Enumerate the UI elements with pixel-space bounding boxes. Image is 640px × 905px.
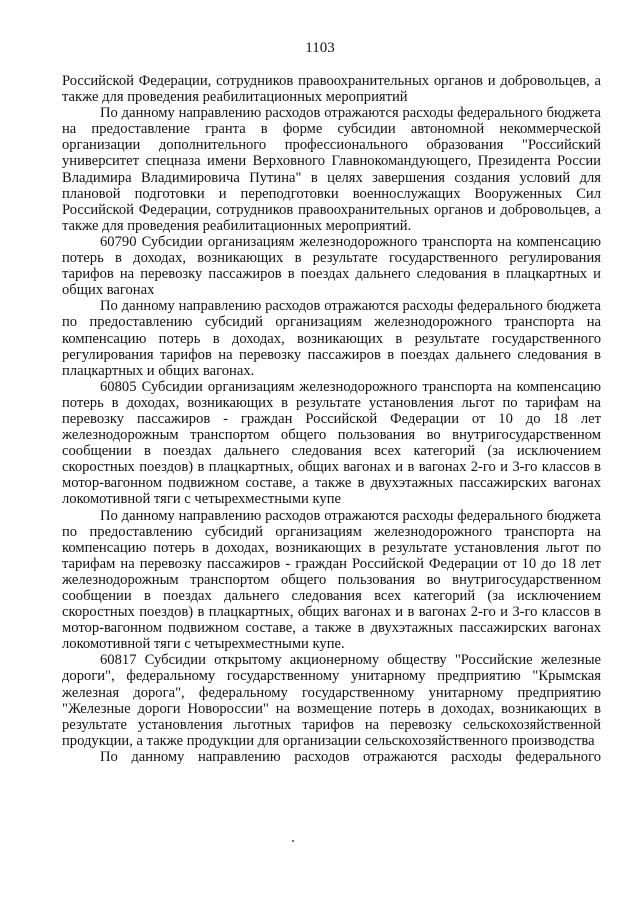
paragraph-code-60790: 60790 Субсидии организациям железнодорожного транспорта на компенсацию потерь в доходах, возникающих в результате государственного регулирования тарифов на перевозку пассажиров в поездах дальнего следования в плацкартных и общих вагонах (62, 233, 601, 299)
paragraph-continuation: Российской Федерации, сотрудников правоохранительных органов и добровольцев, а также для проведения реабилитационных мероприятий (62, 73, 601, 106)
paragraph-60817-description: По данному направлению расходов отражаются расходы федерального (100, 748, 601, 765)
page-number: 1103 (305, 40, 335, 56)
paragraph-code-60805: 60805 Субсидии организациям железнодорожного транспорта на компенсацию потерь в доходах, возникающих в результате установления льгот по тарифам на перевозку пассажиров - граждан Российской Федерации от 10 до 18 лет железнодорожным транспортом общего пользования во внутригосударственном сообщении в поездах дальнего следования всех категорий (за исключением скоростных поездов) в плацкартных, общих вагонах и в вагонах 2-го и 3-го классов в мотор-вагонном подвижном составе, а также в двухэтажных пассажирских вагонах локомотивной тяги с четырехместными купе (62, 378, 601, 508)
paragraph-60790-description: По данному направлению расходов отражаются расходы федерального бюджета по предоставлению субсидий организациям железнодорожного транспорта на компенсацию потерь в доходах, возникающих в результате государственного регулирования тарифов на перевозку пассажиров в поездах дальнего следования в плацкартных и общих вагонах. (62, 298, 601, 379)
scan-speck (292, 840, 294, 842)
document-body (62, 73, 601, 765)
paragraph-60805-description: По данному направлению расходов отражаются расходы федерального бюджета по предоставлению субсидий организациям железнодорожного транспорта на компенсацию потерь в доходах, возникающих в результате установления льгот по тарифам на перевозку пассажиров - граждан Российской Федерации от 10 до 18 лет железнодорожным транспортом общего пользования во внутригосударственном сообщении в поездах дальнего следования всех категорий (за исключением скоростных поездов) в плацкартных, общих вагонах и в вагонах 2-го и 3-го классов в мотор-вагонном подвижном составе, а также в двухэтажных пассажирских вагонах локомотивной тяги с четырехместными купе. (62, 507, 601, 653)
paragraph-grant-description: По данному направлению расходов отражаются расходы федерального бюджета на предоставление гранта в форме субсидии автономной некоммерческой организации дополнительного профессионального образования "Российский университет спецназа имени Верховного Главнокомандующего, Президента России Владимира Владимировича Путина" в целях завершения создания условий для плановой подготовки и переподготовки военнослужащих Вооруженных Сил Российской Федерации, сотрудников правоохранительных органов и добровольцев, а также для проведения реабилитационных мероприятий. (62, 105, 601, 234)
paragraph-code-60817: 60817 Субсидии открытому акционерному обществу "Российские железные дороги", федеральному государственному унитарному предприятию "Крымская железная дорога", федеральному государственному унитарному предприятию "Железные дороги Новороссии" на возмещение потерь в доходах, возникающих в результате установления льготных тарифов на перевозку сельскохозяйственной продукции, а также продукции для организации сельскохозяйственного производства (62, 652, 601, 749)
